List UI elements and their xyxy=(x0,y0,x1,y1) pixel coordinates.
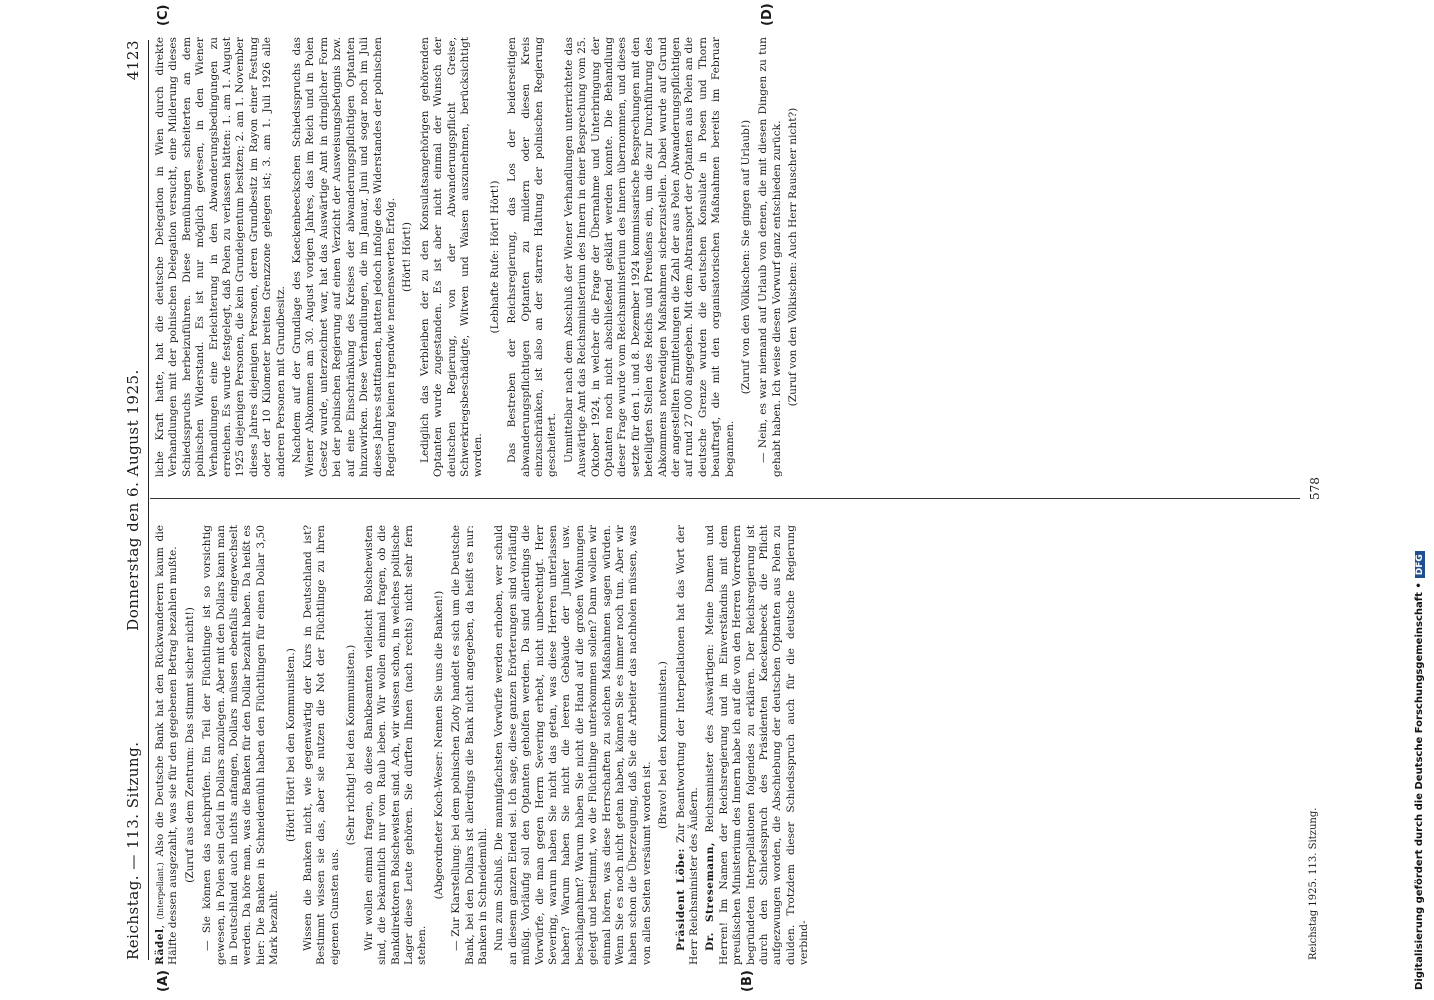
interjection: (Bravo! bei den Kommunisten.) xyxy=(657,661,670,829)
paragraph: Unmittelbar nach dem Abschluß der Wiener Verhandlungen unterrichtete das Auswärtige Amt das Reichsministerium des Innern in einer Besprechung vom 25. Oktober 1924, in welcher die Frage der Übernahme und Unterbringung der Optanten noch nicht abschließend geklärt werden konnte. Die Behandlung dieser Frage wurde vom Reichsministerium des Innern übernommen, und dieses setzte für den 1. und 8. Dezember 1924 kommissarische Besprechungen mit den beteiligten Stellen des Reichs und Preußens ein, um die zur Durchführung des Abkommens notwendigen Maßnahmen sicherzustellen. Dabei wurde auf Grund der angestellten Ermittelungen die Zahl der aus Polen Abwanderungspflichtigen auf rund 27 000 angegeben. Mit dem Abtransport der Optanten aus Polen an die deutsche Grenze wurden die deutschen Konsulate in Posen und Thorn beauftragt, die mit den organisatorischen Maßnahmen bereits im Februar begannen. xyxy=(562,37,736,477)
paragraph: Wir wollen einmal fragen, ob diese Bankbeamten vielleicht Bolschewisten sind, die bekanntlich nur vom Raub leben. Wir wollen einmal fragen, ob die Bankdirektoren Bolschewisten sind. Ach, wir wissen schon, in welches politische Lager diese Leute gehören. Sie dürften Ihnen (nach rechts) nicht sehr fern stehen. xyxy=(362,525,429,965)
paragraph xyxy=(704,525,811,965)
rotated-page xyxy=(120,0,1340,1000)
column-divider xyxy=(150,498,1300,499)
right-column xyxy=(154,37,1304,477)
paragraph: Das Bestreben der Reichsregierung, das Los der beiderseitigen abwanderungspflichtigen Optanten zu mildern oder diesen Kreis einzuschränken, ist also an der starren Haltung der polnischen Regierung gescheitert. xyxy=(506,37,559,477)
speaker-role: (Interpellant.) xyxy=(156,862,165,920)
paragraph: — Sie können das nachprüfen. Ein Teil der Flüchtlinge ist so vorsichtig gewesen, in Polen sein Geld in Dollars anzulegen. Aber mit den Dollars kann man in Deutschland auch nichts anfangen, Dollars müssen ebenfalls eingewechselt werden. Da höre man, was die Banken für den Dollar bezahlt haben. Da heißt es hier: Die Banken in Schneidemühl haben den Flüchtlingen für einen Dollar 3,50 Mark bezahlt. xyxy=(201,525,281,965)
footer-session: Reichstag 1925. 113. Sitzung. xyxy=(1308,807,1319,960)
margin-mark-c: (C) xyxy=(156,4,171,26)
footer-sheet-number: 578 xyxy=(1308,477,1322,500)
watermark-text: Digitalisierung gefördert durch die Deutsche Forschungsgemeinschaft • xyxy=(1414,582,1425,990)
paragraph: Nun zum Schluß. Die mannigfachsten Vorwürfe werden erhoben, wer schuld an diesem ganzen Elend sei. Ich sage, diese ganzen Erörterungen sind vorläufig müßig. Vorläufig soll den Optanten geholfen werden. Da sind allerdings die Vorwürfe, die man gegen Herrn Severing erhebt, nicht unberechtigt. Herr Severing, warum haben Sie nicht das getan, was diese Herren unterlassen haben? Warum haben Sie nicht die leeren Gebäude der Junker usw. beschlagnahmt? Warum haben Sie nicht die Hand auf die großen Wohnungen gelegt und bestimmt, wo die Flüchtlinge unterkommen sollen? Dann wollen wir einmal hören, was diese Herrschaften zu solchen Maßnahmen sagen würden. Wenn Sie es noch nicht getan haben, können Sie es immer noch tun. Aber wir haben schon die Überzeugung, daß Sie die Arbeiter das nachholen müssen, was von allen Seiten versäumt worden ist. xyxy=(493,525,653,965)
interjection: (Hört! Hört! bei den Kommunisten.) xyxy=(284,648,297,842)
margin-mark-a: (A) xyxy=(156,970,171,992)
interjection: (Zuruf von den Völkischen: Sie gingen auf Urlaub!) xyxy=(740,119,753,395)
dfg-watermark xyxy=(1414,551,1425,990)
paragraph: Wissen die Banken nicht, wie gegenwärtig der Kurs in Deutschland ist? Bestimmt wissen sie das, aber sie nutzen die Not der Flüchtlinge zu ihren eigenen Gunsten aus. xyxy=(302,525,341,965)
paragraph: liche Kraft hatte, hat die deutsche Delegation in Wien durch direkte Verhandlungen mit der polnischen Delegation versucht, eine Milderung dieses Schiedsspruchs herbeizuführen. Diese Bemühungen scheiterten an dem polnischen Widerstand. Es ist nur möglich gewesen, in den Wiener Verhandlungen eine Erleichterung in den Abwanderungsbedingungen zu erreichen. Es wurde festgelegt, daß Polen zu verlassen hätten: 1. am 1. August 1925 diejenigen Personen, die kein Grundeigentum besitzen; 2. am 1. November dieses Jahres diejenigen Personen, deren Grundbesitz im Rayon einer Festung oder der 10 Kilometer breiten Grenzzone gelegen ist; 3. am 1. Juli 1926 alle anderen Personen mit Grundbesitz. xyxy=(154,37,287,477)
speaker-name: Rädel xyxy=(154,928,166,965)
interjection: (Lebhafte Rufe: Hört! Hört!) xyxy=(488,180,501,334)
dfg-logo: DFG xyxy=(1415,551,1425,578)
margin-mark-b: (B) xyxy=(740,970,755,992)
paragraph-text: Zur Beantwortung der Interpellationen hat das Wort der Herr Reichsminister des Äußern. xyxy=(674,525,701,965)
president-name: Präsident Löbe: xyxy=(674,848,687,951)
paragraph: Rädel, (Interpellant.) Also die Deutsche Bank hat den Rückwanderern kaum die Hälfte dessen ausgezahlt, was sie für den gegebenen Betrag bezahlen mußte. xyxy=(154,525,180,965)
interjection: (Zuruf aus dem Zentrum: Das stimmt sicher nicht!) xyxy=(183,607,196,883)
left-column xyxy=(154,525,1304,965)
interjection: (Abgeordneter Koch-Weser: Nennen Sie uns die Banken!) xyxy=(432,590,445,900)
interjection: (Hört! Hört!) xyxy=(401,221,414,293)
minister-role: Reichsminister des Auswärtigen: xyxy=(704,644,717,833)
page-number: 4123 xyxy=(124,40,142,81)
minister-name: Dr. Stresemann, xyxy=(704,841,717,951)
header-date: Donnerstag den 6. August 1925. xyxy=(124,369,142,631)
header-session: Reichstag. — 113. Sitzung. xyxy=(124,741,142,960)
interjection: (Sehr richtig! bei den Kommunisten.) xyxy=(345,644,358,846)
page-header xyxy=(124,40,146,960)
paragraph xyxy=(675,525,702,965)
header-rule xyxy=(148,40,149,960)
margin-mark-d: (D) xyxy=(760,3,775,26)
interjection: (Zuruf von den Völkischen: Auch Herr Rauscher nicht?) xyxy=(787,107,800,407)
paragraph-text: Also die Deutsche Bank hat den Rückwanderern kaum die Hälfte dessen ausgezahlt, was sie für den gegebenen Betrag bezahlen mußte. xyxy=(154,525,180,965)
paragraph: — Nein, es war niemand auf Urlaub von denen, die mit diesen Dingen zu tun gehabt haben. Ich weise diesen Vorwurf ganz entschieden zurück. xyxy=(757,37,783,477)
paragraph: Nachdem auf der Grundlage des Kaeckenbeeckschen Schiedsspruchs das Wiener Abkommen am 30. August vorigen Jahres, das im Reich und in Polen Gesetz wurde, unterzeichnet war, hat das Auswärtige Amt in dringlicher Form bei der polnischen Regierung auf einen Verzicht der Ausweisungsbefugnis bzw. auf eine Einschränkung des Kreises der abwanderungspflichtigen Optanten hinzuwirken. Diese Verhandlungen, die im Januar, Juni und sogar noch im Juli dieses Jahres stattfanden, hatten jedoch infolge des Widerstandes der polnischen Regierung keinen irgendwie nennenswerten Erfolg. xyxy=(291,37,397,477)
paragraph: — Zur Klarstellung: bei dem polnischen Zloty handelt es sich um die Deutsche Bank, bei den Dollars ist allerdings die Bank nicht angegeben, da heißt es nur: Banken in Schneidemühl. xyxy=(450,525,489,965)
paragraph: Lediglich das Verbleiben der zu den Konsulatsangehörigen gehörenden Optanten wurde zugestanden. Es ist aber nicht einmal der Wunsch der deutschen Regierung, von der Abwanderungspflicht Greise, Schwerkriegsbeschädigte, Witwen und Waisen auszunehmen, berücksichtigt worden. xyxy=(418,37,485,477)
paragraph-text: Meine Damen und Herren! Im Namen der Reichsregierung und im Einverständnis mit dem preußischen Ministerium des Innern habe ich auf die von den Herren Vorrednern begründeten Interpellationen folgendes zu erklären. Der Reichsregierung ist durch den Schiedsspruch des Präsidenten Kaeckenbeeck die Pflicht aufgezwungen worden, die Abschiebung der deutschen Optanten aus Polen zu dulden. Trotzdem dieser Schiedsspruch auch für die deutsche Regierung verbind- xyxy=(704,525,811,965)
